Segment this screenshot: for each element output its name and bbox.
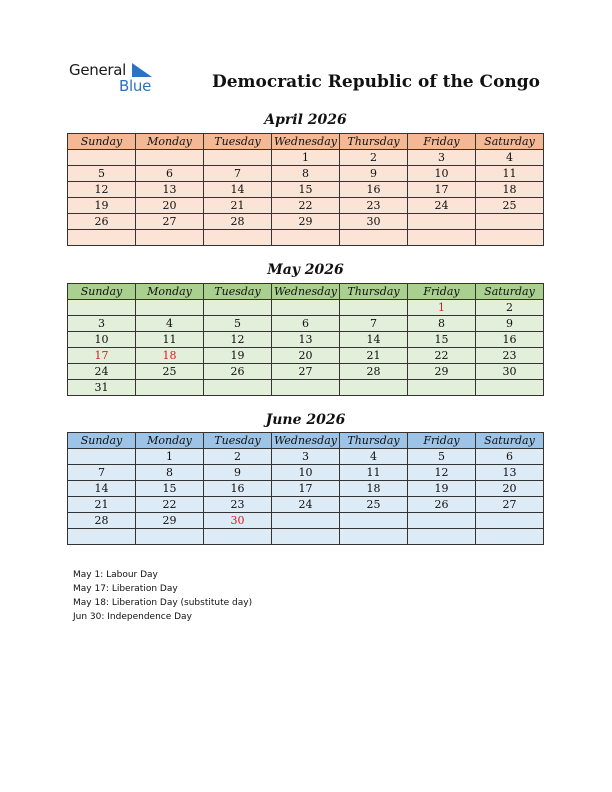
day-cell: 18	[340, 481, 408, 497]
holiday-note: May 18: Liberation Day (substitute day)	[73, 598, 253, 608]
day-cell: 5	[408, 449, 476, 465]
day-cell: 7	[68, 465, 136, 481]
day-cell: 30	[340, 214, 408, 230]
weekday-header: Thursday	[340, 134, 408, 150]
day-cell	[204, 230, 272, 246]
day-cell: 1	[136, 449, 204, 465]
week-row	[68, 316, 544, 332]
day-cell	[272, 300, 340, 316]
weekday-header: Wednesday	[272, 134, 340, 150]
week-row	[68, 182, 544, 198]
day-cell	[408, 214, 476, 230]
weekday-header: Monday	[136, 284, 204, 300]
day-cell: 7	[340, 316, 408, 332]
weekday-header-row	[68, 284, 544, 300]
day-cell: 9	[476, 316, 544, 332]
weekday-header: Saturday	[476, 433, 544, 449]
day-cell	[340, 300, 408, 316]
day-cell: 23	[476, 348, 544, 364]
day-cell: 19	[204, 348, 272, 364]
weekday-header: Tuesday	[204, 134, 272, 150]
calendar-april	[67, 133, 544, 246]
day-cell	[272, 513, 340, 529]
day-cell	[272, 529, 340, 545]
weekday-header: Monday	[136, 134, 204, 150]
day-cell: 29	[272, 214, 340, 230]
holiday-note: May 1: Labour Day	[73, 570, 158, 580]
day-cell: 11	[476, 166, 544, 182]
day-cell: 15	[136, 481, 204, 497]
day-cell: 8	[408, 316, 476, 332]
day-cell: 26	[68, 214, 136, 230]
weekday-header: Sunday	[68, 284, 136, 300]
calendar-may	[67, 283, 544, 396]
day-cell	[136, 529, 204, 545]
day-cell: 18	[136, 348, 204, 364]
day-cell: 20	[272, 348, 340, 364]
day-cell: 2	[476, 300, 544, 316]
day-cell	[68, 230, 136, 246]
day-cell: 22	[136, 497, 204, 513]
day-cell	[136, 380, 204, 396]
day-cell: 23	[340, 198, 408, 214]
day-cell: 16	[476, 332, 544, 348]
day-cell: 14	[340, 332, 408, 348]
day-cell: 9	[340, 166, 408, 182]
day-cell: 3	[272, 449, 340, 465]
day-cell	[68, 150, 136, 166]
weekday-header: Tuesday	[204, 284, 272, 300]
day-cell: 15	[272, 182, 340, 198]
week-row	[68, 166, 544, 182]
day-cell: 18	[476, 182, 544, 198]
day-cell	[204, 529, 272, 545]
holiday-note: Jun 30: Independence Day	[73, 612, 192, 622]
day-cell: 7	[204, 166, 272, 182]
day-cell: 13	[272, 332, 340, 348]
weekday-header: Friday	[408, 433, 476, 449]
day-cell: 2	[340, 150, 408, 166]
day-cell: 5	[68, 166, 136, 182]
week-row	[68, 529, 544, 545]
weekday-header: Thursday	[340, 284, 408, 300]
week-row	[68, 380, 544, 396]
day-cell: 10	[408, 166, 476, 182]
weekday-header: Friday	[408, 284, 476, 300]
weekday-header: Wednesday	[272, 433, 340, 449]
day-cell: 3	[68, 316, 136, 332]
day-cell: 22	[272, 198, 340, 214]
day-cell	[136, 300, 204, 316]
day-cell: 11	[136, 332, 204, 348]
day-cell	[204, 300, 272, 316]
day-cell	[340, 380, 408, 396]
week-row	[68, 364, 544, 380]
day-cell	[340, 513, 408, 529]
week-row	[68, 513, 544, 529]
day-cell: 31	[68, 380, 136, 396]
day-cell: 14	[68, 481, 136, 497]
weekday-header: Wednesday	[272, 284, 340, 300]
week-row	[68, 150, 544, 166]
day-cell	[408, 230, 476, 246]
day-cell	[408, 529, 476, 545]
week-row	[68, 332, 544, 348]
day-cell: 6	[136, 166, 204, 182]
weekday-header: Thursday	[340, 433, 408, 449]
calendar-june	[67, 432, 544, 545]
day-cell: 15	[408, 332, 476, 348]
day-cell: 24	[272, 497, 340, 513]
day-cell: 28	[340, 364, 408, 380]
day-cell	[408, 513, 476, 529]
week-row	[68, 348, 544, 364]
week-row	[68, 230, 544, 246]
logo	[69, 61, 159, 97]
day-cell: 21	[68, 497, 136, 513]
day-cell: 1	[408, 300, 476, 316]
weekday-header: Saturday	[476, 134, 544, 150]
calendar-body	[68, 449, 544, 545]
week-row	[68, 497, 544, 513]
day-cell: 22	[408, 348, 476, 364]
day-cell	[204, 150, 272, 166]
month-title-april: April 2026	[264, 112, 347, 128]
day-cell: 27	[136, 214, 204, 230]
weekday-header: Monday	[136, 433, 204, 449]
day-cell: 17	[408, 182, 476, 198]
day-cell: 17	[68, 348, 136, 364]
day-cell: 16	[204, 481, 272, 497]
day-cell	[68, 449, 136, 465]
day-cell: 21	[204, 198, 272, 214]
day-cell: 20	[136, 198, 204, 214]
day-cell	[476, 230, 544, 246]
week-row	[68, 198, 544, 214]
day-cell: 30	[476, 364, 544, 380]
week-row	[68, 465, 544, 481]
day-cell	[340, 230, 408, 246]
day-cell: 23	[204, 497, 272, 513]
day-cell	[68, 529, 136, 545]
day-cell: 6	[272, 316, 340, 332]
day-cell: 10	[272, 465, 340, 481]
day-cell	[136, 150, 204, 166]
day-cell: 26	[204, 364, 272, 380]
day-cell: 8	[272, 166, 340, 182]
day-cell: 26	[408, 497, 476, 513]
day-cell: 21	[340, 348, 408, 364]
day-cell: 9	[204, 465, 272, 481]
day-cell: 24	[68, 364, 136, 380]
day-cell	[476, 380, 544, 396]
day-cell: 3	[408, 150, 476, 166]
day-cell	[476, 513, 544, 529]
day-cell: 2	[204, 449, 272, 465]
logo-text-blue: Blue	[119, 77, 151, 95]
week-row	[68, 449, 544, 465]
logo-text-general: General	[69, 61, 127, 79]
holiday-notes	[73, 568, 252, 624]
day-cell: 28	[204, 214, 272, 230]
day-cell: 4	[136, 316, 204, 332]
weekday-header-row	[68, 433, 544, 449]
page-title: Democratic Republic of the Congo	[211, 72, 540, 92]
day-cell: 1	[272, 150, 340, 166]
day-cell: 4	[476, 150, 544, 166]
day-cell: 27	[272, 364, 340, 380]
day-cell: 12	[204, 332, 272, 348]
day-cell: 25	[136, 364, 204, 380]
day-cell	[68, 300, 136, 316]
day-cell: 29	[408, 364, 476, 380]
day-cell: 5	[204, 316, 272, 332]
day-cell: 29	[136, 513, 204, 529]
blue-flag-icon	[132, 63, 152, 77]
day-cell: 13	[476, 465, 544, 481]
day-cell: 11	[340, 465, 408, 481]
day-cell: 25	[340, 497, 408, 513]
day-cell: 13	[136, 182, 204, 198]
day-cell: 10	[68, 332, 136, 348]
month-title-june: June 2026	[265, 412, 346, 428]
day-cell: 16	[340, 182, 408, 198]
day-cell	[204, 380, 272, 396]
day-cell	[408, 380, 476, 396]
day-cell: 4	[340, 449, 408, 465]
day-cell: 14	[204, 182, 272, 198]
weekday-header: Sunday	[68, 433, 136, 449]
day-cell: 8	[136, 465, 204, 481]
day-cell: 12	[68, 182, 136, 198]
day-cell	[476, 529, 544, 545]
weekday-header: Friday	[408, 134, 476, 150]
month-title-may: May 2026	[267, 262, 344, 278]
day-cell	[272, 230, 340, 246]
day-cell: 19	[408, 481, 476, 497]
day-cell: 25	[476, 198, 544, 214]
holiday-note: May 17: Liberation Day	[73, 584, 178, 594]
calendar-body	[68, 300, 544, 396]
day-cell: 12	[408, 465, 476, 481]
weekday-header: Sunday	[68, 134, 136, 150]
day-cell	[340, 529, 408, 545]
day-cell: 6	[476, 449, 544, 465]
day-cell	[136, 230, 204, 246]
calendar-body	[68, 150, 544, 246]
day-cell: 17	[272, 481, 340, 497]
day-cell: 27	[476, 497, 544, 513]
weekday-header: Saturday	[476, 284, 544, 300]
day-cell	[476, 214, 544, 230]
day-cell: 30	[204, 513, 272, 529]
week-row	[68, 214, 544, 230]
week-row	[68, 300, 544, 316]
week-row	[68, 481, 544, 497]
weekday-header-row	[68, 134, 544, 150]
day-cell: 20	[476, 481, 544, 497]
day-cell: 24	[408, 198, 476, 214]
weekday-header: Tuesday	[204, 433, 272, 449]
day-cell: 28	[68, 513, 136, 529]
day-cell: 19	[68, 198, 136, 214]
day-cell	[272, 380, 340, 396]
